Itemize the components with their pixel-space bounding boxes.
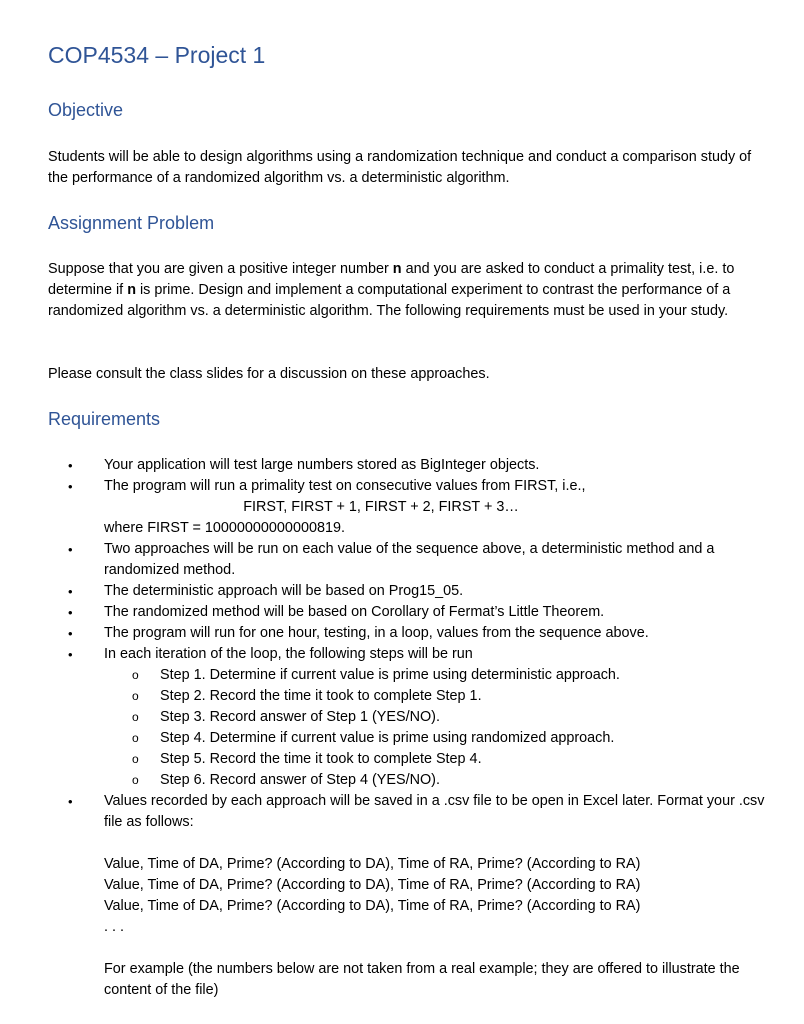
list-item-text: In each iteration of the loop, the following steps will be run	[104, 646, 473, 662]
step-item	[48, 707, 778, 728]
document-title: COP4534 – Project 1	[48, 42, 266, 68]
objective-paragraph: Students will be able to design algorithms using a randomization technique and conduct a comparison study of the performance of a randomized algorithm vs. a deterministic algorithm.	[48, 149, 752, 186]
step-item	[48, 728, 778, 749]
assignment-paragraph	[48, 259, 772, 322]
csv-format-line: Value, Time of DA, Prime? (According to DA), Time of RA, Prime? (According to RA)	[104, 856, 641, 872]
step-text: Step 3. Record answer of Step 1 (YES/NO).	[160, 709, 440, 725]
list-item-text: The deterministic approach will be based on Prog15_05.	[104, 583, 464, 599]
step-item	[48, 665, 778, 686]
step-item	[48, 770, 778, 791]
bullet-icon: •	[68, 647, 73, 662]
circle-bullet-icon: o	[132, 689, 139, 703]
sequence-line: FIRST, FIRST + 1, FIRST + 2, FIRST + 3…	[243, 499, 519, 515]
bullet-icon: •	[68, 458, 73, 473]
circle-bullet-icon: o	[132, 731, 139, 745]
bullet-icon: •	[68, 794, 73, 809]
bullet-icon: •	[68, 605, 73, 620]
csv-format-line: Value, Time of DA, Prime? (According to DA), Time of RA, Prime? (According to RA)	[104, 898, 641, 914]
consult-slides-paragraph: Please consult the class slides for a discussion on these approaches.	[48, 366, 490, 382]
assignment-text-part: is prime. Design and implement a computational experiment to contrast the performance of a randomized algorithm vs. a deterministic algorithm. The following requirements must be used in your study.	[48, 282, 731, 319]
first-value-line: where FIRST = 10000000000000819.	[104, 520, 345, 536]
step-item	[48, 686, 778, 707]
objective-heading: Objective	[48, 100, 124, 120]
bullet-icon: •	[68, 542, 73, 557]
list-item-text: The randomized method will be based on Corollary of Fermat’s Little Theorem.	[104, 604, 605, 620]
csv-ellipsis: . . .	[104, 919, 124, 935]
list-item	[48, 791, 778, 1001]
list-item	[48, 644, 778, 791]
list-item-text: The program will run a primality test on consecutive values from FIRST, i.e.,	[104, 478, 586, 494]
list-item	[48, 476, 778, 539]
requirements-heading: Requirements	[48, 409, 161, 429]
list-item	[48, 455, 778, 476]
example-note: For example (the numbers below are not taken from a real example; they are offered to illustrate the content of the file)	[104, 961, 740, 998]
variable-n: n	[127, 282, 136, 298]
circle-bullet-icon: o	[132, 668, 139, 682]
step-text: Step 2. Record the time it took to complete Step 1.	[160, 688, 482, 704]
bullet-icon: •	[68, 584, 73, 599]
circle-bullet-icon: o	[132, 773, 139, 787]
requirements-list	[48, 455, 778, 1001]
step-text: Step 1. Determine if current value is prime using deterministic approach.	[160, 667, 620, 683]
bullet-icon: •	[68, 479, 73, 494]
circle-bullet-icon: o	[132, 710, 139, 724]
list-item	[48, 602, 778, 623]
bullet-icon: •	[68, 626, 73, 641]
step-item	[48, 749, 778, 770]
variable-n: n	[392, 261, 402, 277]
steps-list	[48, 665, 778, 791]
csv-format-block	[104, 854, 778, 938]
csv-format-line: Value, Time of DA, Prime? (According to DA), Time of RA, Prime? (According to RA)	[104, 877, 641, 893]
list-item	[48, 539, 778, 581]
list-item-text: Your application will test large numbers stored as BigInteger objects.	[104, 457, 540, 473]
list-item-text: The program will run for one hour, testing, in a loop, values from the sequence above.	[104, 625, 649, 641]
list-item-text: Two approaches will be run on each value of the sequence above, a deterministic method and a randomized method.	[104, 541, 715, 578]
step-text: Step 6. Record answer of Step 4 (YES/NO).	[160, 772, 440, 788]
assignment-text-part: Suppose that you are given a positive integer number	[48, 261, 393, 277]
assignment-text-part: and you are asked to conduct a primality test, i.e. to determine if	[48, 261, 735, 298]
list-item-text: Values recorded by each approach will be saved in a .csv file to be open in Excel later. Format your .csv file as follows:	[104, 793, 765, 830]
list-item	[48, 581, 778, 602]
list-item	[48, 623, 778, 644]
assignment-heading: Assignment Problem	[48, 213, 215, 233]
circle-bullet-icon: o	[132, 752, 139, 766]
step-text: Step 5. Record the time it took to complete Step 4.	[160, 751, 482, 767]
step-text: Step 4. Determine if current value is prime using randomized approach.	[160, 730, 615, 746]
